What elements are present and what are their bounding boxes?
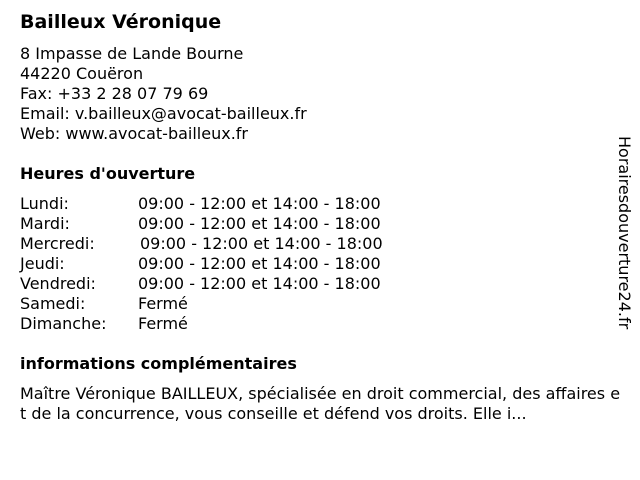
day-hours: 09:00 - 12:00 et 14:00 - 18:00 <box>138 214 381 233</box>
info-heading: informations complémentaires <box>20 354 297 373</box>
day-label: Dimanche: <box>20 314 107 333</box>
site-watermark: Horairesdouverture24.fr <box>615 136 634 330</box>
fax-number: Fax: +33 2 28 07 79 69 <box>20 84 209 103</box>
day-hours: 09:00 - 12:00 et 14:00 - 18:00 <box>138 274 381 293</box>
day-hours: 09:00 - 12:00 et 14:00 - 18:00 <box>138 254 381 273</box>
business-name: Bailleux Véronique <box>20 11 222 33</box>
website-address: Web: www.avocat-bailleux.fr <box>20 124 248 143</box>
day-hours: 09:00 - 12:00 et 14:00 - 18:00 <box>138 194 381 213</box>
hours-heading: Heures d'ouverture <box>20 164 196 183</box>
day-label: Vendredi: <box>20 274 96 293</box>
day-label: Lundi: <box>20 194 69 213</box>
address-street: 8 Impasse de Lande Bourne <box>20 44 244 63</box>
day-label: Mardi: <box>20 214 70 233</box>
day-label: Mercredi: <box>20 234 95 253</box>
day-hours: Fermé <box>138 314 188 333</box>
day-hours: Fermé <box>138 294 188 313</box>
day-label: Samedi: <box>20 294 86 313</box>
info-description: Maître Véronique BAILLEUX, spécialisée en droit commercial, des affaires et de la concurrence, vous conseille et défend vos droits. Elle i... <box>20 384 621 423</box>
day-label: Jeudi: <box>20 254 65 273</box>
day-hours: 09:00 - 12:00 et 14:00 - 18:00 <box>140 234 383 253</box>
contact-block <box>20 44 307 144</box>
address-city: 44220 Couëron <box>20 64 144 83</box>
email-address: Email: v.bailleux@avocat-bailleux.fr <box>20 104 307 123</box>
